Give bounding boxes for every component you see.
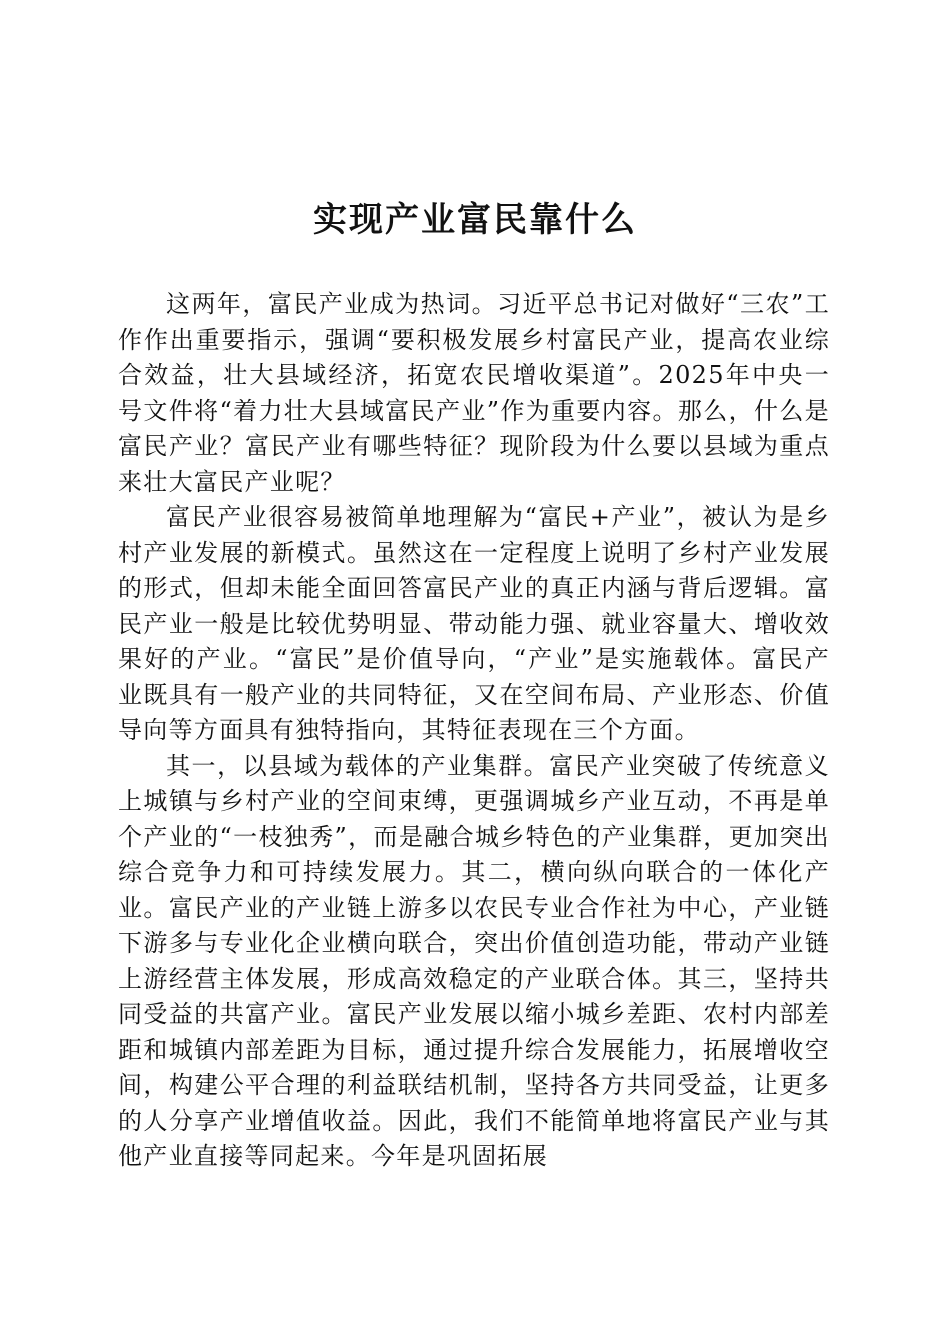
paragraph: 富民产业很容易被简单地理解为“富民+产业”，被认为是乡村产业发展的新模式。虽然这在一定程度上说明了乡村产业发展的形式，但却未能全面回答富民产业的真正内涵与背后逻辑。富民产业一般是比较优势明显、带动能力强、就业容量大、增收效果好的产业。“富民”是价值导向，“产业”是实施载体。富民产业既具有一般产业的共同特征，又在空间布局、产业形态、价值导向等方面具有独特指向，其特征表现在三个方面。: [118, 503, 830, 744]
paragraph: 其一，以县域为载体的产业集群。富民产业突破了传统意义上城镇与乡村产业的空间束缚，更强调城乡产业互动，不再是单个产业的“一枝独秀”，而是融合城乡特色的产业集群，更加突出综合竞争力和可持续发展力。其二，横向纵向联合的一体化产业。富民产业的产业链上游多以农民专业合作社为中心，产业链下游多与专业化企业横向联合，突出价值创造功能，带动产业链上游经营主体发展，形成高效稳定的产业联合体。其三，坚持共同受益的共富产业。富民产业发展以缩小城乡差距、农村内部差距和城镇内部差距为目标，通过提升综合发展能力，拓展增收空间，构建公平合理的利益联结机制，坚持各方共同受益，让更多的人分享产业增值收益。因此，我们不能简单地将富民产业与其他产业直接等同起来。今年是巩固拓展: [118, 751, 830, 1170]
page-title: 实现产业富民靠什么: [313, 200, 637, 240]
paragraph: 这两年，富民产业成为热词。习近平总书记对做好“三农”工作作出重要指示，强调“要积极发展乡村富民产业，提高农业综合效益，壮大县域经济，拓宽农民增收渠道”。2025年中央一号文件将“着力壮大县域富民产业”作为重要内容。那么，什么是富民产业？富民产业有哪些特征？现阶段为什么要以县域为重点来壮大富民产业呢？: [118, 290, 830, 496]
article-body: [118, 287, 830, 1175]
